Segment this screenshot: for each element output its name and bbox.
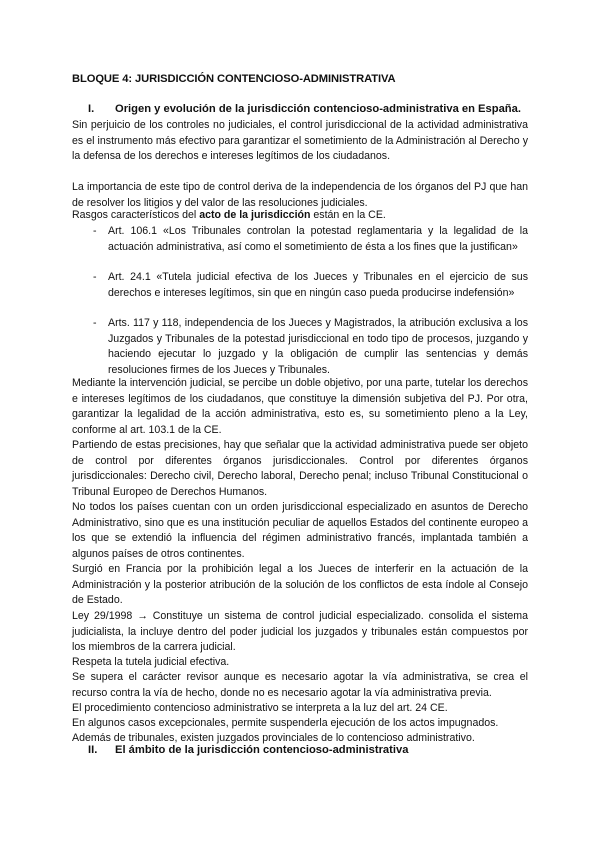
bullet-marker: - <box>93 271 97 283</box>
paragraph: Rasgos característicos del acto de la jurisdicción están en la CE. <box>72 209 386 221</box>
section-number: II. <box>88 744 98 756</box>
list-item: Art. 106.1 «Los Tribunales controlan la potestad reglamentaria y la legalidad de la actuación administrativa, así como el sometimiento de ésta a los fines que la justifican» <box>108 225 528 253</box>
paragraph: Partiendo de estas precisiones, hay que señalar que la actividad administrativa puede ser objeto de control por diferentes órganos jurisdiccionales. Control por diferentes órganos jurisdiccionales: Derecho civil, Derecho laboral, Derecho penal; incluso Tribunal Constitucional o Tribunal Europeo de Derechos Humanos. <box>72 439 528 498</box>
paragraph: Además de tribunales, existen juzgados provinciales de lo contencioso administrativo. <box>72 732 475 744</box>
paragraph: Respeta la tutela judicial efectiva. <box>72 656 230 668</box>
section-heading-2 <box>88 744 408 756</box>
bullet-marker: - <box>93 317 97 329</box>
section-heading-1 <box>88 103 521 115</box>
section-title: Origen y evolución de la jurisdicción contencioso-administrativa en España. <box>115 103 521 115</box>
document-title: BLOQUE 4: JURISDICCIÓN CONTENCIOSO-ADMINISTRATIVA <box>72 73 396 85</box>
list-item: Art. 24.1 «Tutela judicial efectiva de los Jueces y Tribunales en el ejercicio de sus derechos e intereses legítimos, sin que en ningún caso pueda producirse indefensión» <box>108 271 528 299</box>
paragraph: Sin perjuicio de los controles no judiciales, el control jurisdiccional de la actividad administrativa es el instrumento más efectivo para garantizar el sometimiento de la Administración al Derecho y la defensa de los derechos e intereses legítimos de los ciudadanos. <box>72 119 528 163</box>
bold-term: acto de la jurisdicción <box>199 209 311 221</box>
paragraph: La importancia de este tipo de control deriva de la independencia de los órganos del PJ que han de resolver los litigios y del valor de las resoluciones judiciales. <box>72 181 528 209</box>
list-item: Arts. 117 y 118, independencia de los Jueces y Magistrados, la atribución exclusiva a los Juzgados y Tribunales de la potestad jurisdiccional en todo tipo de procesos, juzgando y haciendo ejecutar lo juzgado y la obligación de cumplir las sentencias y demás resoluciones firmes de los Jueces y Tribunales. <box>108 317 528 376</box>
paragraph: Ley 29/1998 → Constituye un sistema de control judicial especializado. consolida el sistema judicialista, la incluye dentro del poder judicial los juzgados y tribunales están compuestos por los miembros de la carrera judicial. <box>72 610 528 654</box>
section-title: El ámbito de la jurisdicción contencioso-administrativa <box>115 744 409 756</box>
paragraph: Mediante la intervención judicial, se percibe un doble objetivo, por una parte, tutelar los derechos e intereses legítimos de los ciudadanos, que constituye la dimensión subjetiva del PJ. Por otra, garantizar la legalidad de la acción administrativa, esto es, su sometimiento pleno a la Ley, conforme al art. 103.1 de la CE. <box>72 377 528 436</box>
section-number: I. <box>88 103 95 115</box>
paragraph: En algunos casos excepcionales, permite suspenderla ejecución de los actos impugnados. <box>72 717 499 729</box>
paragraph: El procedimiento contencioso administrativo se interpreta a la luz del art. 24 CE. <box>72 702 448 714</box>
paragraph: Surgió en Francia por la prohibición legal a los Jueces de interferir en la actuación de la Administración y la posterior atribución de la solución de los conflictos de esta índole al Consejo de Estado. <box>72 563 528 607</box>
paragraph: Se supera el carácter revisor aunque es necesario agotar la vía administrativa, se crea el recurso contra la vía de hecho, donde no es necesario agotar la vía administrativa previa. <box>72 671 528 699</box>
paragraph: No todos los países cuentan con un orden jurisdiccional especializado en asuntos de Derecho Administrativo, sino que es una institución peculiar de aquellos Estados del continente europeo a los que se extendió la influencia del régimen administrativo francés, implantada también a algunos países de otros continentes. <box>72 501 528 560</box>
bullet-marker: - <box>93 225 97 237</box>
